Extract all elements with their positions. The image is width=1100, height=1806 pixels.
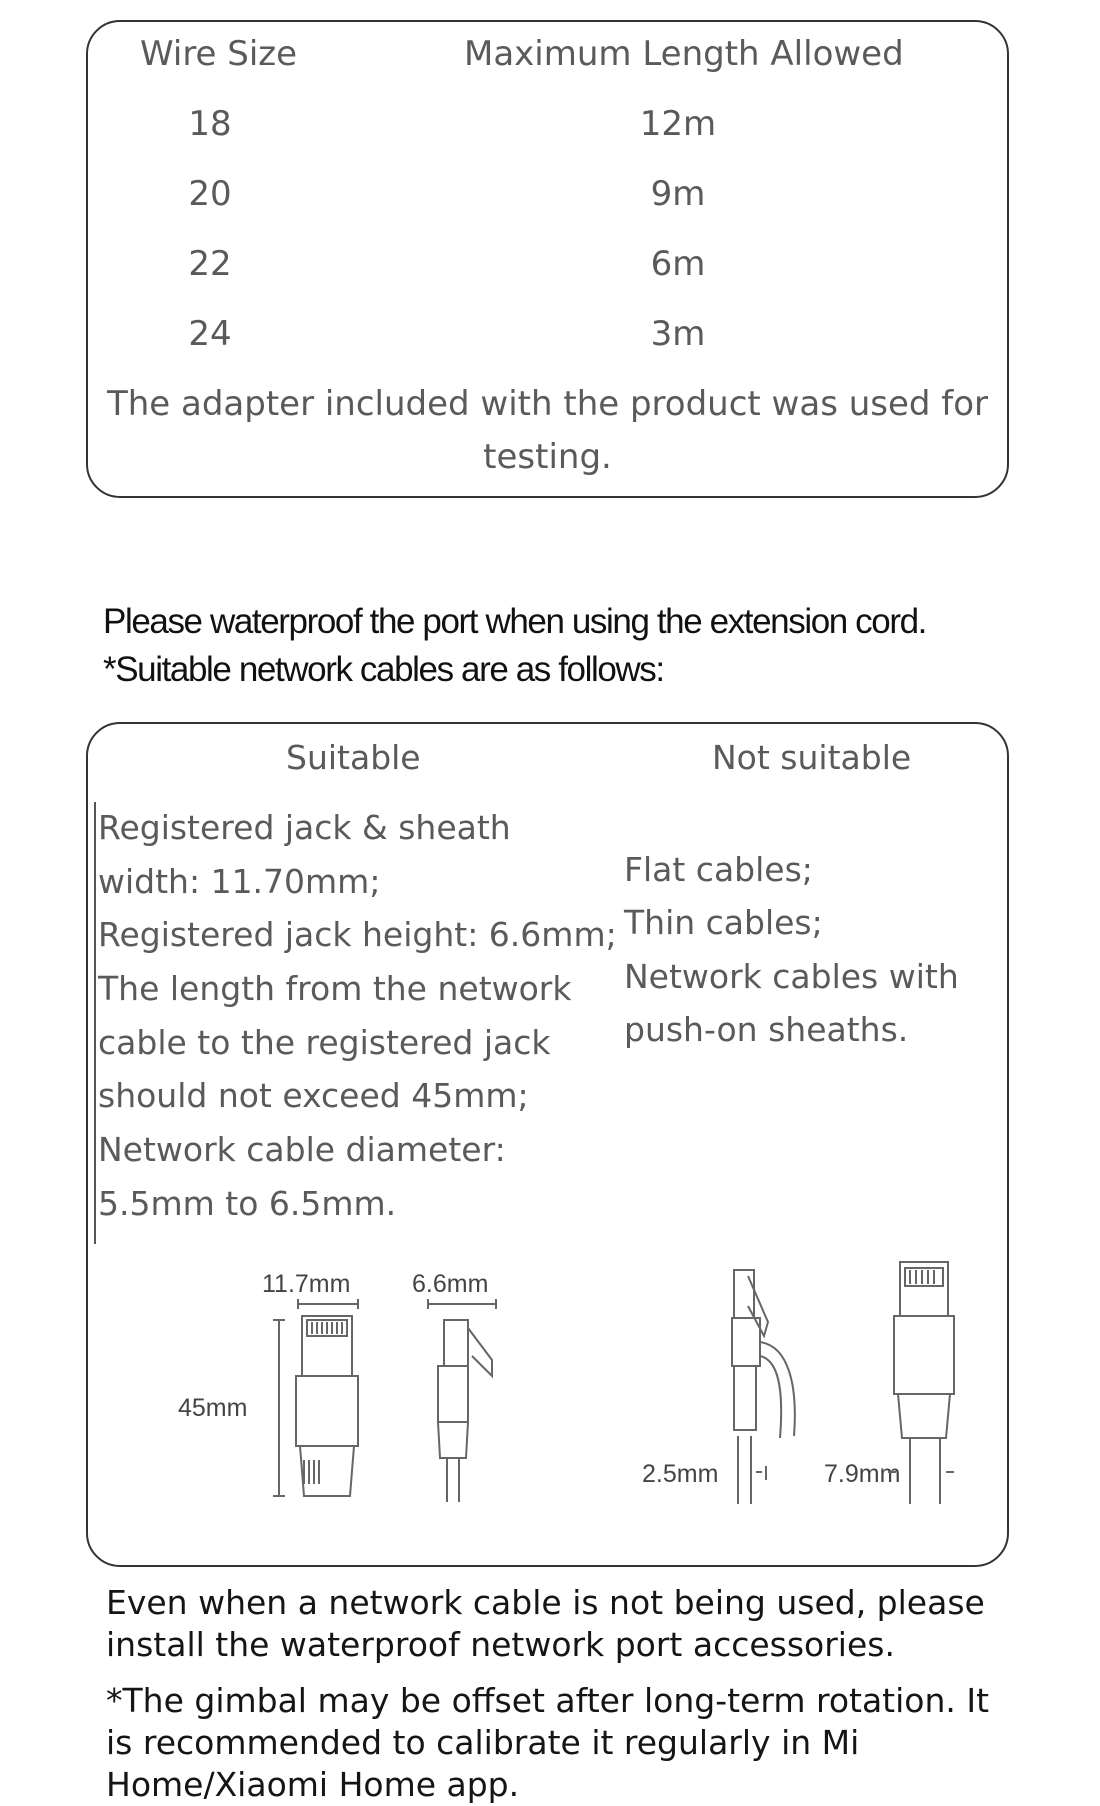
rj45-front-view-icon xyxy=(273,1299,358,1496)
adapter-note-line2: testing. xyxy=(483,437,612,477)
not-suitable-line: Flat cables; xyxy=(624,850,813,889)
not-suitable-line: push-on sheaths. xyxy=(624,1010,909,1049)
wire-size-cell: 20 xyxy=(188,174,232,214)
max-length-cell: 9m xyxy=(650,174,706,214)
wire-size-cell: 24 xyxy=(188,314,232,354)
flat-cable-icon xyxy=(732,1270,795,1504)
suitable-line: Registered jack height: 6.6mm; xyxy=(98,915,617,954)
waterproof-note: Please waterproof the port when using the extension cord. xyxy=(103,602,926,641)
suitable-line: The length from the network xyxy=(98,969,572,1008)
not-suitable-line: Thin cables; xyxy=(624,903,823,942)
wire-size-table xyxy=(86,20,1009,498)
max-length-cell: 12m xyxy=(639,104,717,144)
cable-suitability-table xyxy=(86,722,1009,1567)
adapter-note-line1: The adapter included with the product was used for xyxy=(106,384,989,424)
suitable-line: Network cable diameter: xyxy=(98,1130,506,1169)
suitable-line: should not exceed 45mm; xyxy=(98,1076,529,1115)
not-suitable-line: Network cables with xyxy=(624,957,959,996)
gimbal-calibration-note: *The gimbal may be offset after long-term rotation. It is recommended to calibrate it regularly in Mi Home/Xiaomi Home app. xyxy=(106,1681,990,1804)
wire-size-cell: 22 xyxy=(188,244,232,284)
wire-size-cell: 18 xyxy=(188,104,232,144)
waterproof-accessories-note: Even when a network cable is not being used, please install the waterproof network port accessories. xyxy=(106,1583,985,1664)
suitable-line: width: 11.70mm; xyxy=(98,862,381,901)
cable-diagrams xyxy=(88,724,1007,1565)
wire-size-header: Wire Size xyxy=(140,34,298,74)
not-suitable-header: Not suitable xyxy=(712,738,912,777)
jack-height-label: 6.6mm xyxy=(412,1270,489,1298)
suitable-line: 5.5mm to 6.5mm. xyxy=(98,1184,397,1223)
cable-length-label: 45mm xyxy=(178,1394,248,1422)
rj45-side-view-icon xyxy=(428,1299,496,1502)
max-length-header: Maximum Length Allowed xyxy=(464,34,904,74)
suitable-line: cable to the registered jack xyxy=(98,1023,551,1062)
thick-cable-icon xyxy=(888,1262,954,1504)
max-length-cell: 3m xyxy=(650,314,706,354)
flat-cable-thickness-label: 2.5mm xyxy=(642,1460,719,1488)
thick-cable-diameter-label: 7.9mm xyxy=(824,1460,901,1488)
jack-width-label: 11.7mm xyxy=(262,1270,351,1298)
suitable-header: Suitable xyxy=(286,738,421,777)
suitable-cables-intro: *Suitable network cables are as follows: xyxy=(103,650,664,689)
suitable-line: Registered jack & sheath xyxy=(98,808,511,847)
max-length-cell: 6m xyxy=(650,244,706,284)
